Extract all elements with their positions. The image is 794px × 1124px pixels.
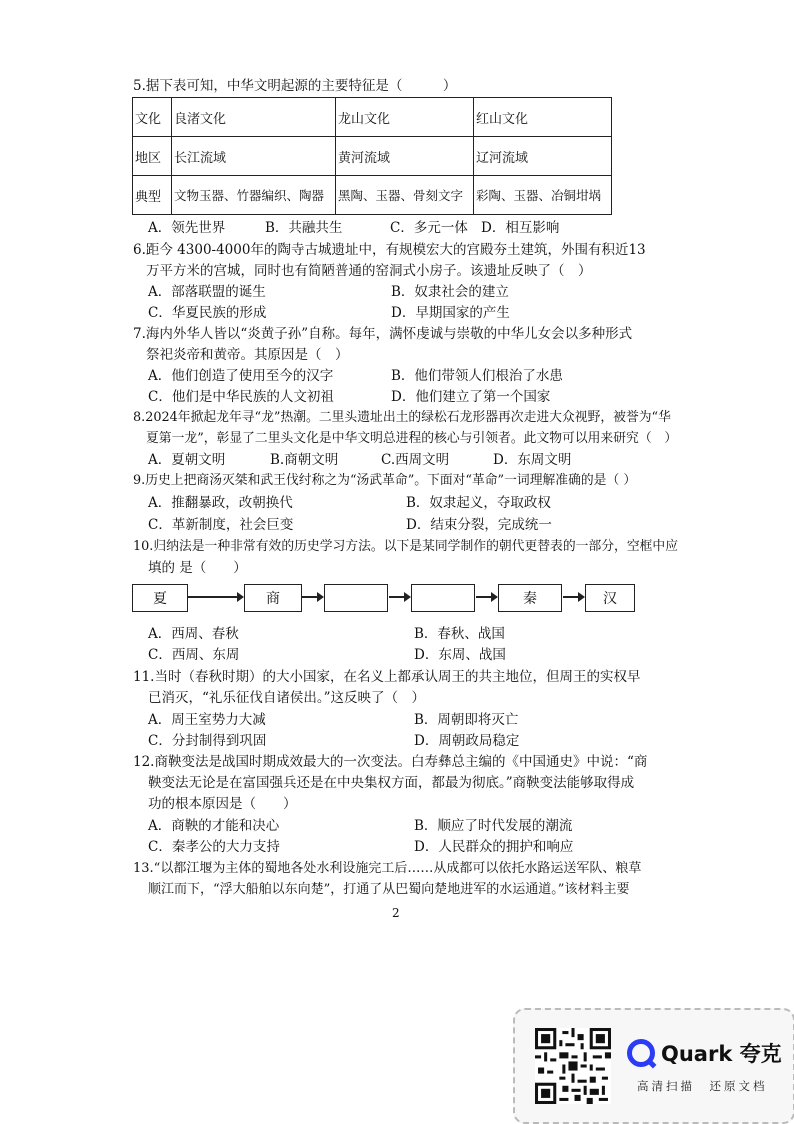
q7-option-a: A．他们创造了使用至今的汉字	[148, 368, 334, 384]
q10-stem-line-1: 10.归纳法是一种非常有效的历史学习方法。以下是某同学制作的朝代更替表的一部分，空框中应	[133, 539, 679, 554]
table-row	[133, 176, 612, 215]
flow-arrow	[188, 596, 238, 598]
table-cell: 文物玉器、竹器编织、陶器	[172, 176, 336, 215]
q8-option-a: A．夏朝文明	[148, 452, 226, 468]
q7-option-c: C．他们是中华民族的人文初祖	[148, 389, 334, 405]
q5-option-c: C．多元一体	[390, 220, 468, 236]
quark-brand	[627, 1038, 782, 1068]
q13-stem-line-1: 13.“以都江堰为主体的蜀地各处水利设施完工后……从成都可以依托水路运送军队、粮草	[133, 861, 642, 876]
q9-stem: 9.历史上把商汤灭桀和武王伐纣称之为“汤武革命”。下面对“革命”一词理解准确的是（ ）	[133, 473, 637, 488]
q11-option-b: B．周朝即将灭亡	[414, 712, 519, 728]
q5-option-d: D．相互影响	[481, 220, 560, 236]
q9-option-b: B．奴隶起义，夺取政权	[406, 495, 551, 511]
q8-stem-line-1: 8.2024年掀起龙年寻“龙”热潮。二里头遗址出土的绿松石龙形器再次走进大众视野，被誉为“华	[133, 410, 671, 425]
table-cell: 红山文化	[474, 98, 612, 137]
q9-option-a: A．推翻暴政，改朝换代	[148, 495, 293, 511]
table-cell: 辽河流域	[474, 137, 612, 176]
q10-option-b: B．春秋、战国	[414, 626, 505, 642]
q6-option-d: D．早期国家的产生	[391, 305, 510, 321]
q12-option-a: A．商鞅的才能和决心	[148, 818, 280, 834]
q6-stem-line-1: 6.距今 4300-4000年的陶寺古城遗址中，有规模宏大的宫殿夯土建筑，外围有积近13	[133, 242, 646, 258]
table-cell: 良渚文化	[172, 98, 336, 137]
q12-option-c: C．秦孝公的大力支持	[148, 839, 280, 855]
flow-box	[411, 584, 475, 612]
flow-box-xia: 夏	[132, 584, 188, 612]
quark-brand-name: Quark 夸克	[661, 1042, 782, 1066]
table-cell: 长江流域	[172, 137, 336, 176]
qr-code-icon	[535, 1028, 611, 1104]
quark-brand-subtitle: 高清扫描 还原文档	[637, 1079, 768, 1093]
q10-stem-line-2: 填的 是（ ）	[148, 560, 247, 576]
q7-stem-line-2: 祭祀炎帝和黄帝。其原因是（ ）	[146, 347, 349, 363]
q5-option-a: A．领先世界	[148, 220, 226, 236]
q11-option-c: C．分封制得到巩固	[148, 733, 267, 749]
q5-stem: 5.据下表可知，中华文明起源的主要特征是（ ）	[133, 78, 457, 94]
q10-option-c: C．西周、东周	[148, 647, 240, 663]
q10-option-a: A．西周、春秋	[148, 626, 239, 642]
table-row	[133, 137, 612, 176]
q6-option-b: B．奴隶社会的建立	[391, 284, 509, 300]
flow-box-shang: 商	[244, 584, 302, 612]
table-cell: 地区	[133, 137, 172, 176]
q8-option-b: B.商朝文明	[270, 452, 339, 468]
q6-option-a: A．部落联盟的诞生	[148, 284, 266, 300]
dynasty-flow-diagram	[132, 584, 617, 612]
q5-option-b: B．共融共生	[265, 220, 343, 236]
q11-option-d: D．周朝政局稳定	[414, 733, 520, 749]
flow-box: 秦	[498, 584, 562, 612]
q11-option-a: A．周王室势力大减	[148, 712, 266, 728]
q7-stem-line-1: 7.海内外华人皆以“炎黄子孙”自称。每年，满怀虔诚与崇敬的中华儿女会以多种形式	[133, 326, 633, 342]
q6-option-c: C．华夏民族的形成	[148, 305, 267, 321]
q12-stem-line-1: 12.商鞅变法是战国时期成效最大的一次变法。白寿彝总主编的《中国通史》中说：“商	[133, 754, 648, 770]
table-cell: 黄河流域	[336, 137, 474, 176]
q11-stem-line-1: 11.当时（春秋时期）的大小国家，在名义上都承认周王的共主地位，但周王的实权早	[133, 669, 641, 685]
q9-option-c: C．革新制度，社会巨变	[148, 517, 294, 533]
flow-arrow	[563, 596, 579, 598]
flow-box: 汉	[585, 584, 635, 612]
q8-stem-line-2: 夏第一龙”，彰显了二里头文化是中华文明总进程的核心与引领者。此文物可以用来研究（ ）	[146, 431, 678, 446]
q12-stem-line-3: 功的根本原因是（ ）	[148, 796, 297, 812]
table-row	[133, 98, 612, 137]
flow-arrow	[302, 596, 318, 598]
table-cell: 文化	[133, 98, 172, 137]
q7-option-b: B．他们带领人们根治了水患	[391, 368, 563, 384]
q13-stem-line-2: 顺江而下，“浮大船舶以东向楚”，打通了从巴蜀向楚地进军的水运通道。”该材料主要	[148, 882, 630, 897]
flow-arrow	[389, 596, 405, 598]
q5-table	[132, 97, 612, 215]
q9-option-d: D．结束分裂，完成统一	[406, 517, 552, 533]
quark-logo-icon	[627, 1039, 655, 1067]
table-cell: 黑陶、玉器、骨刻文字	[336, 176, 474, 215]
q8-option-d: D．东周文明	[493, 452, 572, 468]
q12-stem-line-2: 鞅变法无论是在富国强兵还是在中央集权方面，都最为彻底。”商鞅变法能够取得成	[148, 775, 635, 791]
flow-arrow	[476, 596, 492, 598]
table-cell: 彩陶、玉器、冶铜坩埚	[474, 176, 612, 215]
q12-option-d: D．人民群众的拥护和响应	[414, 839, 574, 855]
q8-option-c: C.西周文明	[381, 452, 450, 468]
q6-stem-line-2: 万平方米的宫城，同时也有简陋普通的窑洞式小房子。该遗址反映了（ ）	[146, 263, 592, 279]
quark-watermark-card	[513, 1008, 794, 1124]
q10-option-d: D．东周、战国	[414, 647, 506, 663]
table-cell: 典型	[133, 176, 172, 215]
table-cell: 龙山文化	[336, 98, 474, 137]
q11-stem-line-2: 已消灭，“礼乐征伐自诸侯出。”这反映了（ ）	[148, 690, 426, 706]
q7-option-d: D．他们建立了第一个国家	[391, 389, 551, 405]
flow-box	[324, 584, 388, 612]
q12-option-b: B．顺应了时代发展的潮流	[414, 818, 573, 834]
page-number: 2	[392, 906, 400, 920]
